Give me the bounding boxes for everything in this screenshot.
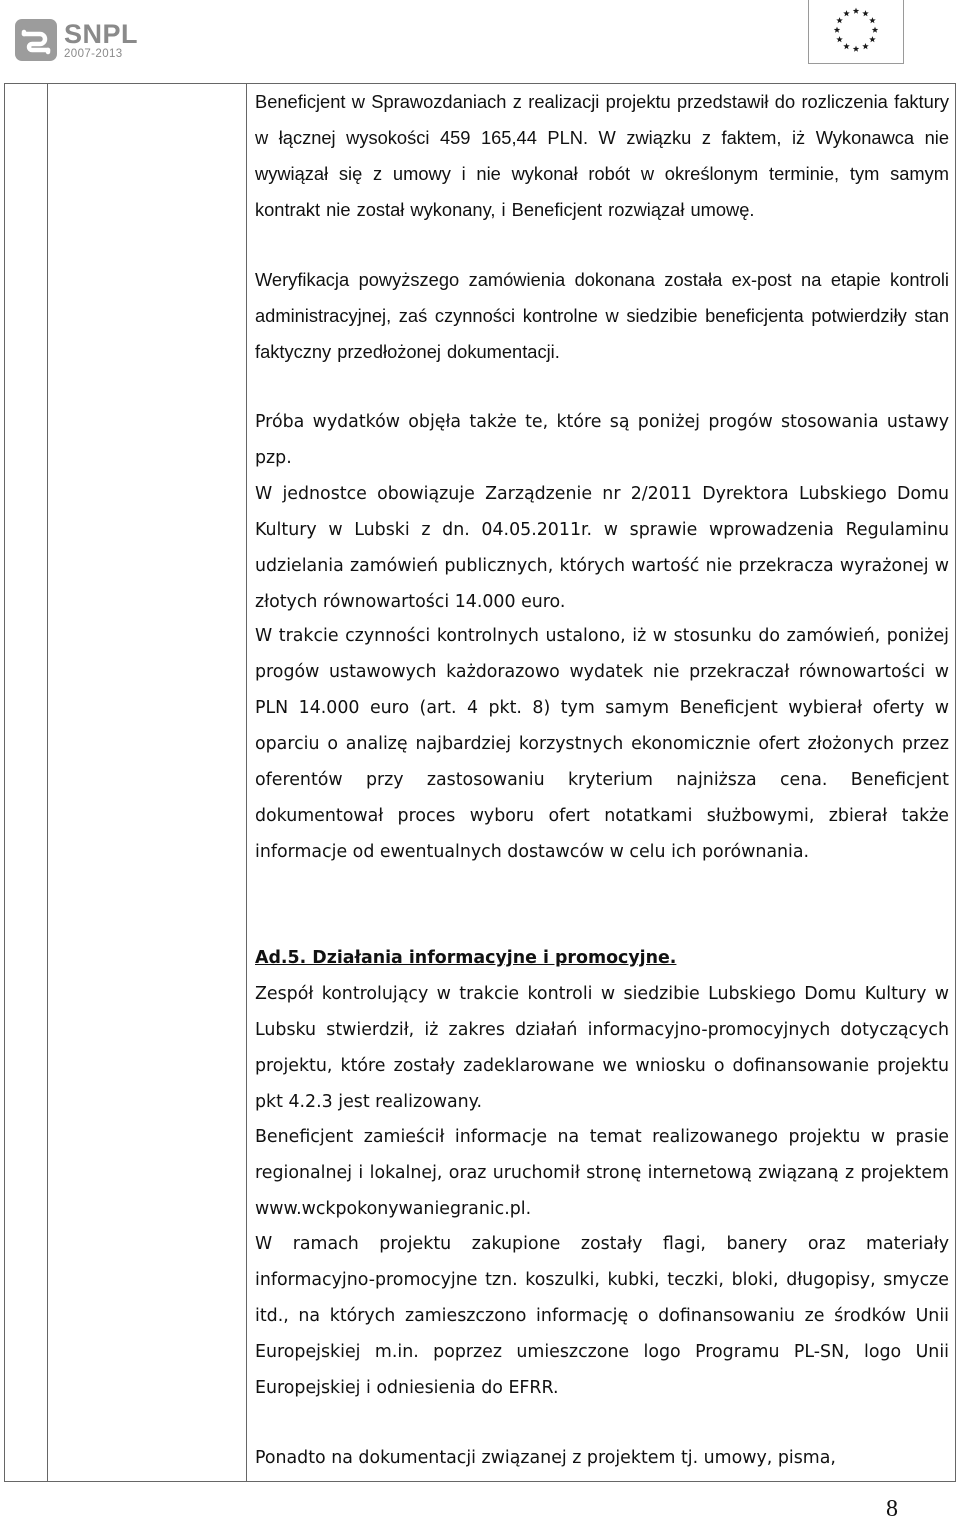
eu-star-icon — [853, 46, 859, 52]
section-heading: Ad.5. Działania informacyjne i promocyjne. — [255, 948, 677, 968]
eu-star-icon — [869, 36, 875, 42]
eu-star-icon — [862, 43, 868, 49]
table-column-divider — [47, 84, 48, 1481]
table-column-divider — [246, 84, 247, 1481]
eu-star-icon — [853, 8, 859, 14]
paragraph-verification: Weryfikacja powyższego zamówienia dokonana została ex-post na etapie kontroli administracyjnej, zaś czynności kontrolne w siedzibie beneficjenta potwierdziły stan faktyczny przedłożonej dokumentacji. — [255, 269, 949, 362]
eu-star-icon — [834, 27, 840, 33]
eu-star-icon — [836, 36, 842, 42]
page-number: 8 — [886, 1496, 898, 1522]
paragraph-press-website: Beneficjent zamieścił informacje na temat realizowanego projektu w prasie regionalnej i lokalnej, oraz uruchomił stronę internetową związaną z projektem www.wckpokonywaniegranic.pl. — [255, 1127, 949, 1219]
paragraph-invoices: Beneficjent w Sprawozdaniach z realizacji projektu przedstawił do rozliczenia faktury w łącznej wysokości 459 165,44 PLN. W związku z faktem, iż Wykonawca nie wywiązał się z umowy i nie wykonał robót w określonym terminie, tym samym kontrakt nie został wykonany, i Beneficjent rozwiązał umowę. — [255, 91, 949, 220]
paragraph-promo-materials: W ramach projektu zakupione zostały flagi, banery oraz materiały informacyjno-promocyjne tzn. koszulki, kubki, teczki, bloki, długopisy, smycze itd., na których zamieszczono informację o dofinansowaniu ze środków Unii Europejskiej m.in. poprzez umieszczone logo Programu PL-SN, logo Unii Europejskiej i odniesienia do EFRR. — [255, 1234, 949, 1398]
eu-star-icon — [862, 10, 868, 16]
eu-star-icon — [843, 10, 849, 16]
eu-logo — [808, 0, 904, 64]
program-logo — [14, 18, 148, 64]
paragraph-documentation: Ponadto na dokumentacji związanej z projektem tj. umowy, pisma, — [255, 1448, 836, 1468]
program-logo-years: 2007-2013 — [64, 48, 123, 60]
paragraph-promotion-scope: Zespół kontrolujący w trakcie kontroli w siedzibie Lubskiego Domu Kultury w Lubsku stwierdził, iż zakres działań informacyjno-promocyjnych dotyczących projektu, które zostały zadeklarowane we wniosku o dofinansowanie projektu pkt 4.2.3 jest realizowany. — [255, 984, 949, 1112]
snpl-logo-icon — [14, 18, 58, 62]
eu-star-icon — [843, 43, 849, 49]
eu-stars-icon — [809, 0, 903, 64]
eu-star-icon — [836, 17, 842, 23]
eu-star-icon — [872, 27, 878, 33]
eu-star-icon — [869, 17, 875, 23]
paragraph-findings: W trakcie czynności kontrolnych ustalono, iż w stosunku do zamówień, poniżej progów ustawowych każdorazowo wydatek nie przekraczał równowartości w PLN 14.000 euro (art. 4 pkt. 8) tym samym Beneficjent wybierał oferty w oparciu o analizę najbardziej korzystnych ekonomicznie ofert złożonych przez oferentów przy zastosowaniu kryterium najniższa cena. Beneficjent dokumentował proces wyboru ofert notatkami służbowymi, zbierał także informacje od ewentualnych dostawców w celu ich porównania. — [255, 626, 949, 862]
paragraph-directive: W jednostce obowiązuje Zarządzenie nr 2/2011 Dyrektora Lubskiego Domu Kultury w Lubski z dn. 04.05.2011r. w sprawie wprowadzenia Regulaminu udzielania zamówień publicznych, których wartość nie przekracza wyrażonej w złotych równowartości 14.000 euro. — [255, 484, 949, 612]
paragraph-expense-sample: Próba wydatków objęła także te, które są poniżej progów stosowania ustawy pzp. — [255, 412, 949, 468]
program-logo-brand: SNPL — [64, 19, 139, 49]
